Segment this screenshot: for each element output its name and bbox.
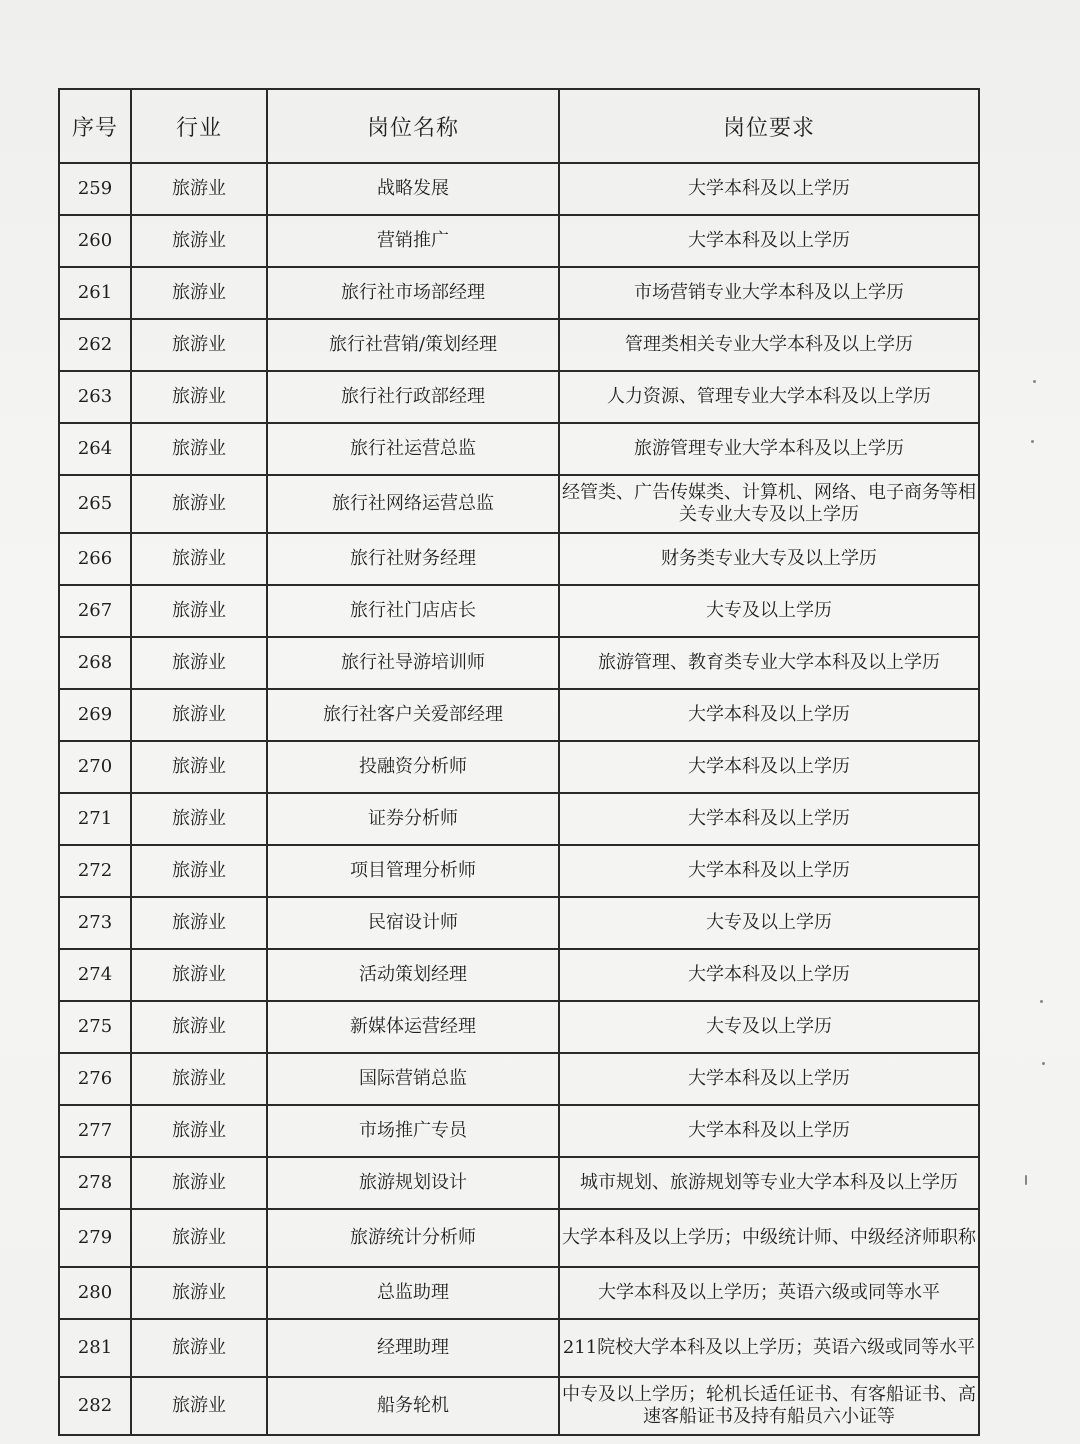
job-requirements-table [58,88,980,1436]
table-row [59,319,979,371]
cell-requirement: 大学本科及以上学历；英语六级或同等水平 [559,1267,979,1319]
cell-requirement: 大学本科及以上学历 [559,741,979,793]
cell-position-name: 项目管理分析师 [267,845,559,897]
header-position-requirement: 岗位要求 [559,89,979,163]
cell-serial-number: 279 [59,1209,131,1267]
table-row [59,845,979,897]
cell-industry: 旅游业 [131,1105,267,1157]
cell-serial-number: 281 [59,1319,131,1377]
cell-serial-number: 282 [59,1377,131,1435]
table-row [59,585,979,637]
cell-requirement: 大学本科及以上学历 [559,949,979,1001]
cell-industry: 旅游业 [131,637,267,689]
cell-position-name: 旅行社财务经理 [267,533,559,585]
cell-industry: 旅游业 [131,689,267,741]
table-row [59,689,979,741]
cell-requirement: 大学本科及以上学历 [559,793,979,845]
cell-serial-number: 265 [59,475,131,533]
cell-requirement: 旅游管理、教育类专业大学本科及以上学历 [559,637,979,689]
table-row [59,1053,979,1105]
cell-industry: 旅游业 [131,1377,267,1435]
cell-position-name: 投融资分析师 [267,741,559,793]
cell-industry: 旅游业 [131,319,267,371]
table-row [59,793,979,845]
cell-industry: 旅游业 [131,1001,267,1053]
cell-industry: 旅游业 [131,533,267,585]
header-industry: 行业 [131,89,267,163]
table-row [59,949,979,1001]
cell-requirement: 大专及以上学历 [559,585,979,637]
cell-serial-number: 272 [59,845,131,897]
cell-serial-number: 268 [59,637,131,689]
cell-position-name: 旅行社网络运营总监 [267,475,559,533]
cell-requirement: 中专及以上学历；轮机长适任证书、有客船证书、高速客船证书及持有船员六小证等 [559,1377,979,1435]
cell-position-name: 营销推广 [267,215,559,267]
cell-position-name: 旅行社门店店长 [267,585,559,637]
cell-position-name: 旅行社市场部经理 [267,267,559,319]
cell-serial-number: 259 [59,163,131,215]
cell-industry: 旅游业 [131,371,267,423]
table-row [59,163,979,215]
cell-industry: 旅游业 [131,163,267,215]
cell-industry: 旅游业 [131,1319,267,1377]
cell-requirement: 大专及以上学历 [559,897,979,949]
table-row [59,637,979,689]
cell-serial-number: 262 [59,319,131,371]
table-row [59,1377,979,1435]
cell-industry: 旅游业 [131,475,267,533]
cell-requirement: 旅游管理专业大学本科及以上学历 [559,423,979,475]
cell-industry: 旅游业 [131,1267,267,1319]
cell-requirement: 经管类、广告传媒类、计算机、网络、电子商务等相关专业大专及以上学历 [559,475,979,533]
header-serial-number: 序号 [59,89,131,163]
cell-position-name: 市场推广专员 [267,1105,559,1157]
table-row [59,897,979,949]
cell-position-name: 旅游规划设计 [267,1157,559,1209]
table-row [59,1157,979,1209]
cell-position-name: 旅行社导游培训师 [267,637,559,689]
cell-requirement: 大专及以上学历 [559,1001,979,1053]
scan-speck [1025,1175,1027,1185]
cell-position-name: 民宿设计师 [267,897,559,949]
cell-position-name: 旅行社客户关爱部经理 [267,689,559,741]
table-body [59,163,979,1435]
cell-serial-number: 277 [59,1105,131,1157]
cell-requirement: 大学本科及以上学历 [559,689,979,741]
cell-requirement: 大学本科及以上学历；中级统计师、中级经济师职称 [559,1209,979,1267]
scan-speck [1031,440,1034,443]
cell-position-name: 旅行社运营总监 [267,423,559,475]
table-header-row [59,89,979,163]
cell-requirement: 城市规划、旅游规划等专业大学本科及以上学历 [559,1157,979,1209]
table-row [59,1105,979,1157]
table-row [59,215,979,267]
cell-serial-number: 273 [59,897,131,949]
cell-requirement: 211院校大学本科及以上学历；英语六级或同等水平 [559,1319,979,1377]
table-row [59,1319,979,1377]
cell-requirement: 大学本科及以上学历 [559,215,979,267]
table-row [59,1001,979,1053]
cell-position-name: 战略发展 [267,163,559,215]
cell-requirement: 大学本科及以上学历 [559,845,979,897]
cell-industry: 旅游业 [131,1209,267,1267]
table-row [59,371,979,423]
cell-position-name: 证券分析师 [267,793,559,845]
cell-industry: 旅游业 [131,1053,267,1105]
cell-requirement: 大学本科及以上学历 [559,1053,979,1105]
cell-industry: 旅游业 [131,423,267,475]
cell-position-name: 船务轮机 [267,1377,559,1435]
cell-serial-number: 267 [59,585,131,637]
cell-industry: 旅游业 [131,215,267,267]
cell-position-name: 国际营销总监 [267,1053,559,1105]
cell-requirement: 大学本科及以上学历 [559,163,979,215]
scan-speck [1040,1000,1043,1003]
cell-position-name: 新媒体运营经理 [267,1001,559,1053]
cell-position-name: 总监助理 [267,1267,559,1319]
cell-position-name: 旅行社营销/策划经理 [267,319,559,371]
table-row [59,533,979,585]
cell-serial-number: 266 [59,533,131,585]
cell-industry: 旅游业 [131,1157,267,1209]
cell-serial-number: 264 [59,423,131,475]
cell-serial-number: 271 [59,793,131,845]
cell-industry: 旅游业 [131,949,267,1001]
cell-serial-number: 261 [59,267,131,319]
cell-position-name: 旅游统计分析师 [267,1209,559,1267]
cell-serial-number: 263 [59,371,131,423]
cell-serial-number: 280 [59,1267,131,1319]
cell-position-name: 经理助理 [267,1319,559,1377]
cell-serial-number: 278 [59,1157,131,1209]
cell-serial-number: 276 [59,1053,131,1105]
cell-serial-number: 275 [59,1001,131,1053]
header-position-name: 岗位名称 [267,89,559,163]
cell-requirement: 市场营销专业大学本科及以上学历 [559,267,979,319]
scan-speck [1042,1062,1045,1065]
cell-industry: 旅游业 [131,585,267,637]
cell-industry: 旅游业 [131,845,267,897]
cell-position-name: 旅行社行政部经理 [267,371,559,423]
table-row [59,1209,979,1267]
table-row [59,1267,979,1319]
cell-industry: 旅游业 [131,741,267,793]
cell-position-name: 活动策划经理 [267,949,559,1001]
cell-serial-number: 260 [59,215,131,267]
cell-requirement: 大学本科及以上学历 [559,1105,979,1157]
table-row [59,267,979,319]
cell-serial-number: 269 [59,689,131,741]
cell-requirement: 人力资源、管理专业大学本科及以上学历 [559,371,979,423]
table-row [59,475,979,533]
cell-serial-number: 270 [59,741,131,793]
cell-serial-number: 274 [59,949,131,1001]
cell-industry: 旅游业 [131,267,267,319]
cell-industry: 旅游业 [131,897,267,949]
scan-speck [1033,380,1036,383]
cell-industry: 旅游业 [131,793,267,845]
cell-requirement: 财务类专业大专及以上学历 [559,533,979,585]
cell-requirement: 管理类相关专业大学本科及以上学历 [559,319,979,371]
table-row [59,423,979,475]
table-row [59,741,979,793]
